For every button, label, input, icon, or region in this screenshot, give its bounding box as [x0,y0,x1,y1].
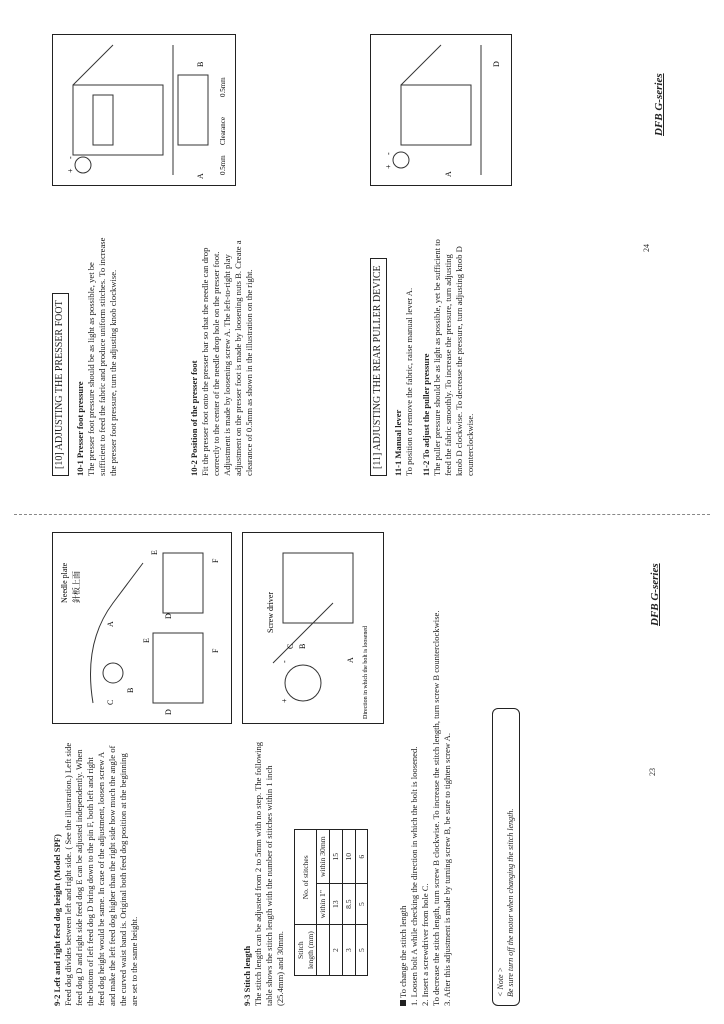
label-c: C [106,699,115,705]
presser-foot-drawing [53,35,235,185]
screwdriver-label: Screw driver [266,591,275,633]
step-item: 3. After this adjustment is made by turning screw B, be sure to tighten screw A. [442,732,452,1006]
feed-dog-drawing [53,533,231,723]
subsection-title: 11-2 To adjust the puller pressure [420,353,431,476]
subsection-title: 9-3 Stitch length [242,945,252,1006]
note-title: < Note > [496,967,505,997]
note-box [492,708,520,1006]
label-d: D [164,709,173,715]
subsection-title: 10-1 Presser foot pressure [74,381,85,476]
label-b: B [196,61,205,67]
steps-title: To change the stitch length [398,536,409,1006]
plus-label: + [384,164,393,169]
table-header: No. of stitches [295,830,317,925]
plus-label: + [66,168,75,173]
section-heading-10: [10] ADJUSTING THE PRESSER FOOT [52,293,69,476]
step-item: 1. Loosen bolt A while checking the direction in which the bolt is loosened. [409,746,419,1006]
label-a: A [346,657,355,663]
plus-label: + [280,698,289,703]
table-header: Stitch length (mm) [295,925,317,976]
table-row: 3 8.5 10 [342,830,355,976]
paragraph: The presser foot pressure should be as light as possible, yet be sufficient to feed the fabric and produce uniform stitches. To increase the presser foot pressure, turn the adjusting knob clockwise. [85,237,118,476]
label-f: F [211,648,220,653]
page-divider [14,514,710,515]
label-a: A [444,171,453,177]
minus-label: - [66,156,75,159]
subsection-title: 11-1 Manual lever [392,409,403,476]
presser-foot-illustration [52,34,236,186]
label-d: D [492,61,501,67]
note-body: Be sure turn off the motor when changing the stitch length. [506,808,516,997]
subsection-title: 9-2 Left and right feed dog height (Model SPF) [52,834,62,1006]
page-23 [52,526,682,1006]
stitch-table [294,829,368,976]
clearance-value: 0.5mm [219,77,227,97]
text-column [52,176,255,476]
minus-label: - [384,152,393,155]
text-column [52,741,140,1006]
text-column [242,741,368,1006]
label-f: F [211,558,220,563]
section-heading-11: [11] ADJUSTING THE REAR PULLER DEVICE [370,258,387,476]
label-a: A [106,621,115,627]
label-b: B [298,643,307,649]
minus-label: - [280,660,289,663]
label-a: A [196,173,205,179]
label-c: C [286,643,295,649]
square-bullet-icon [400,1000,406,1006]
step-item: To decrease the stitch length, turn screw B clockwise. To increase the stitch length, turn screw B counterclockwise. [431,610,441,1006]
rear-puller-drawing [371,35,511,185]
stitch-length-illustration [242,532,384,724]
step-item: 2. Insert a screwdriver from hole C. [420,883,430,1006]
paragraph: To position or remove the fabric, raise manual lever A. [403,287,414,476]
page-number: 24 [642,244,651,252]
label-d: D [164,613,173,619]
label-e: E [150,550,159,555]
feed-dog-illustration [52,532,232,724]
needle-plate-kanji: 針板上面 [72,571,81,603]
subsection-title: 10-2 Position of the presser foot [188,360,199,476]
table-row: 2 13 15 [330,830,343,976]
clearance-label: Clearance [219,117,227,145]
series-name: DFB G-series [653,73,665,136]
paragraph: The stitch length can be adjusted from 2 to 5mm with no step. The following table shows the stitch length with the number of stitches within 1 inch (25.4mm) and 30mm. [253,741,285,1006]
text-column [370,176,476,476]
needle-plate-label: Needle plate [60,562,69,603]
paragraph: The puller pressure should be as light as possible, yet be sufficient to feed the fabric smoothly. To increase the pressure, turn adjusting knob D clockwise. To decrease the pressure, turn adjusting knob D counterclockwise. [431,239,475,476]
rear-puller-illustration [370,34,512,186]
page-number: 23 [648,768,657,776]
table-header: within 1" [317,884,330,925]
table-row: 5 5 6 [355,830,368,976]
stitch-length-drawing [243,533,383,723]
table-header: within 30mm [317,830,330,884]
paragraph: Feed dog divides between left and right side. ( See the illustration.) Left side feed dog D and right side feed dog E can be adjusted independently. When the bottom of left feed dog D bring down to the pin F, both left and right feed dog height would be same. In case of the adjustment, loosen screw A and make the left feed dog higher than the right side how much the angle of the curved waist band is. Original both feed dog position at the beginning are set to the same height. [63,742,139,1006]
label-e: E [142,638,151,643]
clearance-value: 0.5mm [219,155,227,175]
steps-column [398,536,453,1006]
direction-label: Direction in which the bolt is loosened [363,626,369,719]
page-24 [52,24,682,476]
label-b: B [126,687,135,693]
paragraph: Fit the presser foot onto the presser bar so that the needle can drop correctly to the center of the needle drop hole on the presser foot. Adjustment is made by loosening screw A. The left-to-right play adjustment on the presser foot is made by loosening nuts B. Create a clearance of 0.5mm as shown in the illustration on the right. [199,240,254,476]
series-name: DFB G-series [649,563,661,626]
